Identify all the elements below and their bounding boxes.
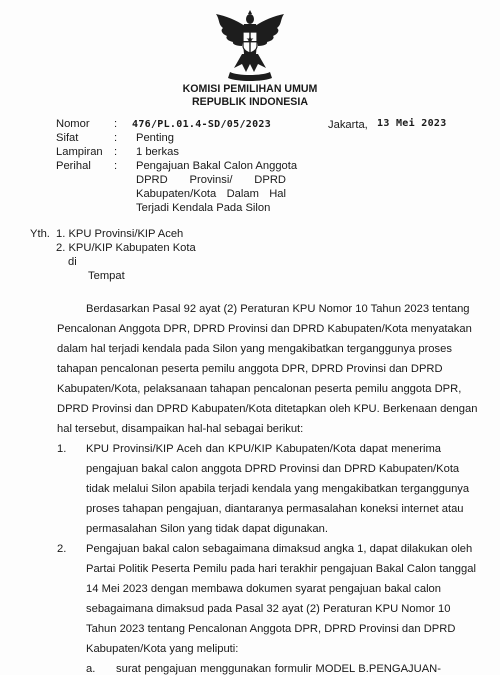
recipient-1: 1. KPU Provinsi/KIP Aceh <box>56 228 184 240</box>
institution-country: REPUBLIK INDONESIA <box>192 96 308 108</box>
item-line: sebagaimana dimaksud pada Pasal 32 ayat (2) Peraturan KPU Nomor 10 <box>86 603 451 615</box>
lampiran-colon: : <box>114 146 118 158</box>
item-line: 14 Mei 2023 dengan membawa dokumen syarat pengajuan bakal calon <box>86 583 441 595</box>
lampiran-label: Lampiran <box>56 146 103 158</box>
item-number: 1. <box>57 443 67 455</box>
item-line: Partai Politik Peserta Pemilu pada hari terakhir pengajuan Bakal Calon tanggal <box>86 563 476 575</box>
perihal-line: Kabupaten/Kota Dalam Hal <box>136 188 286 200</box>
di-label: di <box>68 256 77 268</box>
nomor-label: Nomor <box>56 118 90 130</box>
intro-line: DPRD Provinsi dan DPRD Kabupaten/Kota ditetapkan oleh KPU. Berkenaan dengan <box>57 403 478 415</box>
recipient-2: 2. KPU/KIP Kabupaten Kota <box>56 242 196 254</box>
yth-label: Yth. <box>30 228 50 240</box>
sifat-label: Sifat <box>56 132 79 144</box>
perihal-colon: : <box>114 160 118 172</box>
item-line: Kabupaten/Kota yang meliputi: <box>86 643 239 655</box>
garuda-emblem-icon <box>212 10 288 82</box>
letter-place: Jakarta, <box>328 119 368 131</box>
sifat-value: Penting <box>136 132 174 144</box>
tempat-label: Tempat <box>88 270 125 282</box>
lampiran-value: 1 berkas <box>136 146 179 158</box>
item-line: KPU Provinsi/KIP Aceh dan KPU/KIP Kabupaten/Kota dapat menerima <box>86 443 441 455</box>
item-line: proses tahapan pengajuan, diantaranya permasalahan koneksi internet atau <box>86 503 464 515</box>
intro-line: Berdasarkan Pasal 92 ayat (2) Peraturan KPU Nomor 10 Tahun 2023 tentang <box>86 303 470 315</box>
nomor-colon: : <box>114 118 118 130</box>
perihal-line: Pengajuan Bakal Calon Anggota <box>136 160 298 172</box>
item-line: pengajuan bakal calon anggota DPRD Provinsi dan DPRD Kabupaten/Kota <box>86 463 460 475</box>
perihal-line: Terjadi Kendala Pada Silon <box>136 202 271 214</box>
intro-line: dalam hal terjadi kendala pada Silon yang mengakibatkan terganggunya proses <box>57 343 452 355</box>
item-number: 2. <box>57 543 67 555</box>
item-line: permasalahan Silon yang tidak dapat digunakan. <box>86 523 328 535</box>
intro-line: Pencalonan Anggota DPR, DPRD Provinsi dan DPRD Kabupaten/Kota menyatakan <box>57 323 472 335</box>
item-line: tidak melalui Silon apabila terjadi kendala yang mengakibatkan terganggunya <box>86 483 470 495</box>
subitem-line: surat pengajuan menggunakan formulir MODEL B.PENGAJUAN- <box>116 663 441 675</box>
intro-line: Kabupaten/Kota, pelaksanaan tahapan pencalonan peserta pemilu anggota DPR, <box>57 383 462 395</box>
intro-line: tahapan pencalonan peserta pemilu anggota DPR, DPRD Provinsi dan DPRD <box>57 363 443 375</box>
sifat-colon: : <box>114 132 118 144</box>
intro-line: hal tersebut, disampaikan hal-hal sebagai berikut: <box>57 423 304 435</box>
perihal-label: Perihal <box>56 160 91 172</box>
item-line: Pengajuan bakal calon sebagaimana dimaksud angka 1, dapat dilakukan oleh <box>86 543 473 555</box>
subitem-letter: a. <box>86 663 96 675</box>
letter-date: 13 Mei 2023 <box>377 118 447 129</box>
perihal-line: DPRD Provinsi/ DPRD <box>136 174 286 186</box>
institution-name: KOMISI PEMILIHAN UMUM <box>182 83 318 95</box>
nomor-value: 476/PL.01.4-SD/05/2023 <box>132 119 272 130</box>
item-line: Tahun 2023 tentang Pencalonan Anggota DPR, DPRD Provinsi dan DPRD <box>86 623 456 635</box>
